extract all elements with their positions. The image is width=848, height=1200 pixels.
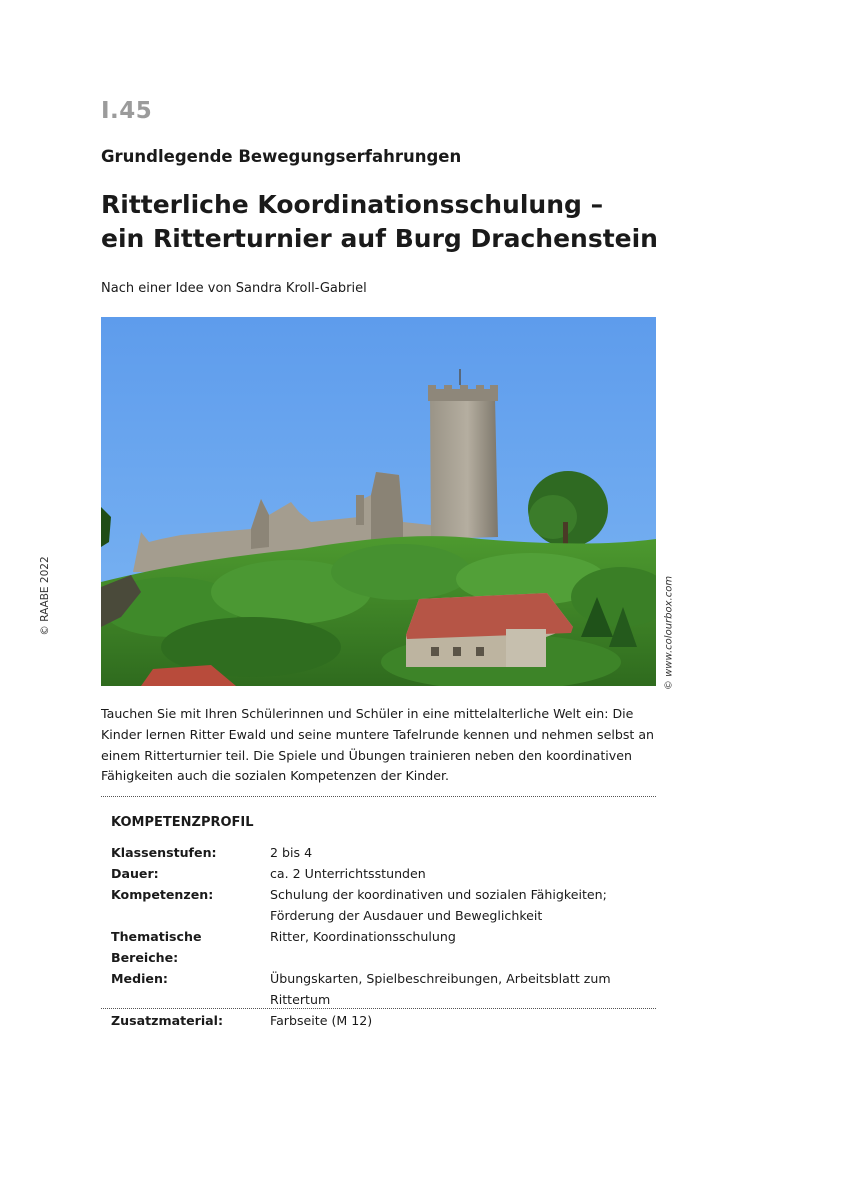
divider-top [101, 796, 656, 797]
photo-credit: © www.colourbox.com [663, 575, 675, 691]
title-line-2: ein Ritterturnier auf Burg Drachenstein [101, 224, 658, 253]
section-title: Grundlegende Bewegungserfahrungen [101, 147, 462, 166]
profile-row-duration [111, 863, 656, 884]
page-title [101, 188, 701, 256]
author-credit: Nach einer Idee von Sandra Kroll-Gabriel [101, 281, 367, 296]
profile-label: Dauer: [111, 866, 159, 881]
profile-row-extra-material [111, 1010, 656, 1031]
profile-label: Kompetenzen: [111, 887, 214, 902]
profile-row-grades [111, 842, 656, 863]
profile-value: Schulung der koordinativen und sozialen Fähigkeiten; Förderung der Ausdauer und Beweglichkeit [270, 887, 607, 923]
profile-label: Medien: [111, 971, 168, 986]
profile-label: Klassenstufen: [111, 845, 217, 860]
profile-value: 2 bis 4 [270, 845, 313, 860]
profile-label: Thematische Bereiche: [111, 929, 202, 965]
chapter-number: I.45 [101, 98, 153, 124]
profile-label: Zusatzmaterial: [111, 1013, 224, 1028]
title-line-1: Ritterliche Koordinationsschulung – [101, 190, 604, 219]
profile-value: Ritter, Koordinationsschulung [270, 929, 456, 944]
profile-row-media [111, 968, 656, 1010]
profile-value: Übungskarten, Spielbeschreibungen, Arbeitsblatt zum Rittertum [270, 971, 611, 1007]
profile-row-topics [111, 926, 656, 968]
competence-profile [111, 842, 656, 1031]
divider-bottom [101, 1008, 656, 1009]
profile-heading: KOMPETENZPROFIL [111, 815, 254, 830]
intro-paragraph: Tauchen Sie mit Ihren Schülerinnen und Schüler in eine mittelalterliche Welt ein: Die Kinder lernen Ritter Ewald und seine muntere Tafelrunde kennen und nehmen selbst an einem Ritterturnier teil. Die Spiele und Übungen trainieren neben den koordinativen Fähigkeiten auch die sozialen Kompetenzen der Kinder. [101, 706, 655, 784]
profile-row-competences [111, 884, 656, 926]
profile-value: Farbseite (M 12) [270, 1013, 373, 1028]
castle-illustration [101, 317, 656, 686]
side-copyright: © RAABE 2022 [39, 556, 51, 636]
profile-value: ca. 2 Unterrichtsstunden [270, 866, 426, 881]
castle-photo [101, 317, 656, 686]
